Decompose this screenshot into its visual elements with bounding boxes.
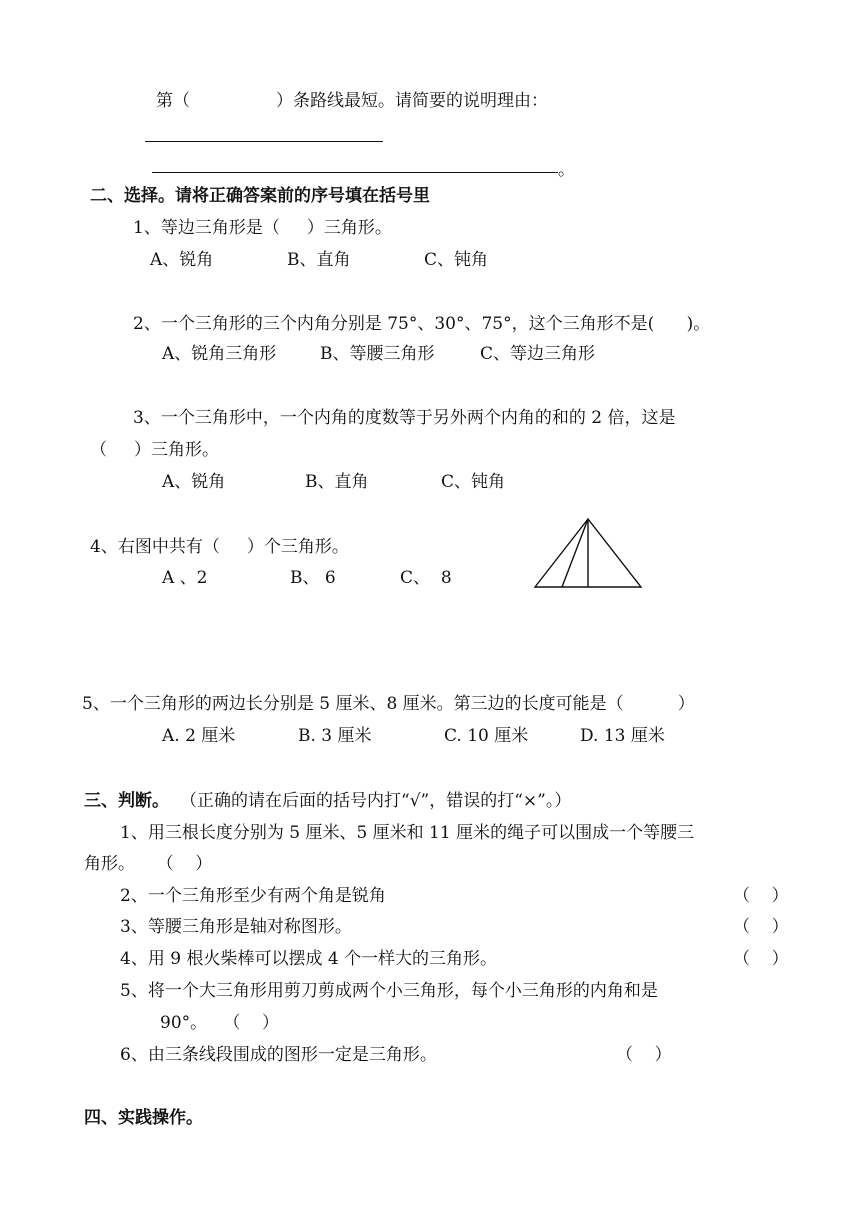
judge-q3: 3、等腰三角形是轴对称图形。	[120, 917, 352, 937]
judge-q2: 2、一个三角形至少有两个角是锐角	[120, 886, 386, 906]
judge-q6-paren[interactable]: （ ）	[616, 1045, 672, 1065]
q5-option-a: A. 2 厘米	[162, 726, 236, 746]
judge-q5-line2: 90°。 （ ）	[160, 1013, 279, 1033]
q2-option-a: A、锐角三角形	[162, 344, 277, 364]
section3-title: 三、判断。	[84, 791, 169, 811]
section4-title: 四、实践操作。	[84, 1108, 203, 1128]
q1-option-b: B、直角	[287, 250, 351, 270]
q4-option-a: A 、2	[162, 568, 208, 588]
judge-q5-line1: 5、将一个大三角形用剪刀剪成两个小三角形，每个小三角形的内角和是	[120, 981, 658, 1001]
answer-line-1[interactable]	[145, 141, 383, 142]
q3-option-b: B、直角	[305, 472, 369, 492]
section3-note: （正确的请在后面的括号内打“√”，错误的打“×”。）	[180, 791, 572, 811]
judge-q4: 4、用 9 根火柴棒可以摆成 4 个一样大的三角形。	[120, 949, 498, 969]
judge-q4-paren[interactable]: （ ）	[733, 949, 789, 969]
judge-q3-paren[interactable]: （ ）	[733, 917, 789, 937]
route-end-mark: 。	[558, 160, 575, 180]
judge-q2-paren[interactable]: （ ）	[733, 886, 789, 906]
judge-q6: 6、由三条线段围成的图形一定是三角形。	[120, 1045, 437, 1065]
q4-text: 4、右图中共有（ ）个三角形。	[90, 537, 349, 557]
triangle-figure	[532, 516, 644, 590]
q3-option-a: A、锐角	[162, 472, 226, 492]
judge-q1-line2: 角形。 （ ）	[84, 854, 213, 874]
q5-option-b: B. 3 厘米	[298, 726, 372, 746]
q5-option-d: D. 13 厘米	[580, 726, 665, 746]
q5-option-c: C. 10 厘米	[444, 726, 529, 746]
q3-option-c: C、钝角	[441, 472, 506, 492]
q3-line1: 3、一个三角形中，一个内角的度数等于另外两个内角的和的 2 倍，这是	[133, 408, 676, 428]
q5-text: 5、一个三角形的两边长分别是 5 厘米、8 厘米。第三边的长度可能是（ ）	[82, 694, 695, 714]
q4-option-b: B、 6	[290, 568, 336, 588]
answer-line-2[interactable]	[152, 172, 558, 173]
q3-line2: （ ）三角形。	[90, 440, 220, 460]
section2-title: 二、选择。请将正确答案前的序号填在括号里	[90, 186, 430, 206]
q2-option-b: B、等腰三角形	[320, 344, 435, 364]
q1-option-c: C、钝角	[424, 250, 489, 270]
q1-option-a: A、锐角	[150, 250, 214, 270]
judge-q1-line1: 1、用三根长度分别为 5 厘米、5 厘米和 11 厘米的绳子可以围成一个等腰三	[120, 823, 695, 843]
route-prefix: 第（	[156, 91, 190, 111]
q4-option-c: C、 8	[400, 568, 452, 588]
route-suffix: ）条路线最短。请简要的说明理由：	[276, 91, 548, 111]
q2-option-c: C、等边三角形	[480, 344, 596, 364]
q1-text: 1、等边三角形是（ ）三角形。	[133, 218, 392, 238]
q2-text: 2、一个三角形的三个内角分别是 75°、30°、75°，这个三角形不是( )。	[133, 314, 711, 334]
